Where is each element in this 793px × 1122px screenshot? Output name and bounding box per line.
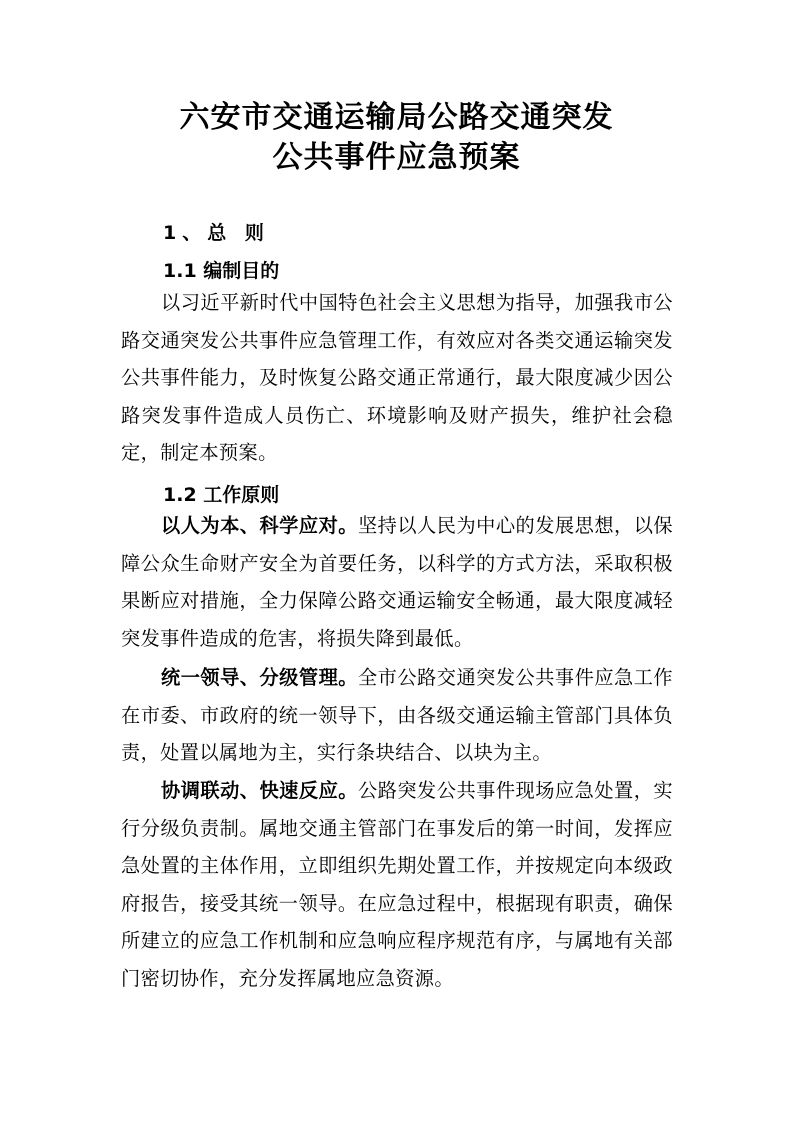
- principle-1-lead: 以人为本、科学应对。: [161, 514, 358, 537]
- principle-2-body: 全市公路交通突发公共事件应急工作在市委、市政府的统一领导下，由各级交通运输主管部门具体负责，处置以属地为主，实行条块结合、以块为主。: [121, 666, 673, 764]
- document-title-line-1: 六安市交通运输局公路交通突发: [179, 100, 614, 135]
- principle-2-lead: 统一领导、分级管理。: [161, 666, 358, 689]
- document-title-line-2: 公共事件应急预案: [272, 140, 521, 175]
- subsection-heading-principles: 1.2 工作原则: [163, 484, 280, 506]
- section-heading-general: 1、总 则: [163, 222, 270, 244]
- paragraph-principle-3: [121, 772, 673, 997]
- principle-1-body: 坚持以人民为中心的发展思想，以保障公众生命财产安全为首要任务，以科学的方式方法，采取积极果断应对措施，全力保障公路交通运输安全畅通，最大限度减轻突发事件造成的危害，将损失降到最低。: [121, 514, 673, 650]
- principle-3-body: 公路突发公共事件现场应急处置，实行分级负责制。属地交通主管部门在事发后的第一时间，发挥应急处置的主体作用，立即组织先期处置工作，并按规定向本级政府报告，接受其统一领导。在应急过程中，根据现有职责，确保所建立的应急工作机制和应急响应程序规范有序，与属地有关部门密切协作，充分发挥属地应急资源。: [121, 779, 673, 990]
- paragraph-purpose: 以习近平新时代中国特色社会主义思想为指导，加强我市公路交通突发公共事件应急管理工作，有效应对各类交通运输突发公共事件能力，及时恢复公路交通正常通行，最大限度减少因公路突发事件造成人员伤亡、环境影响及财产损失，维护社会稳定，制定本预案。: [121, 291, 673, 464]
- principle-3-lead: 协调联动、快速反应。: [161, 779, 358, 802]
- subsection-heading-purpose: 1.1 编制目的: [163, 260, 280, 282]
- paragraph-principle-1: [121, 507, 673, 657]
- paragraph-principle-2: [121, 659, 673, 772]
